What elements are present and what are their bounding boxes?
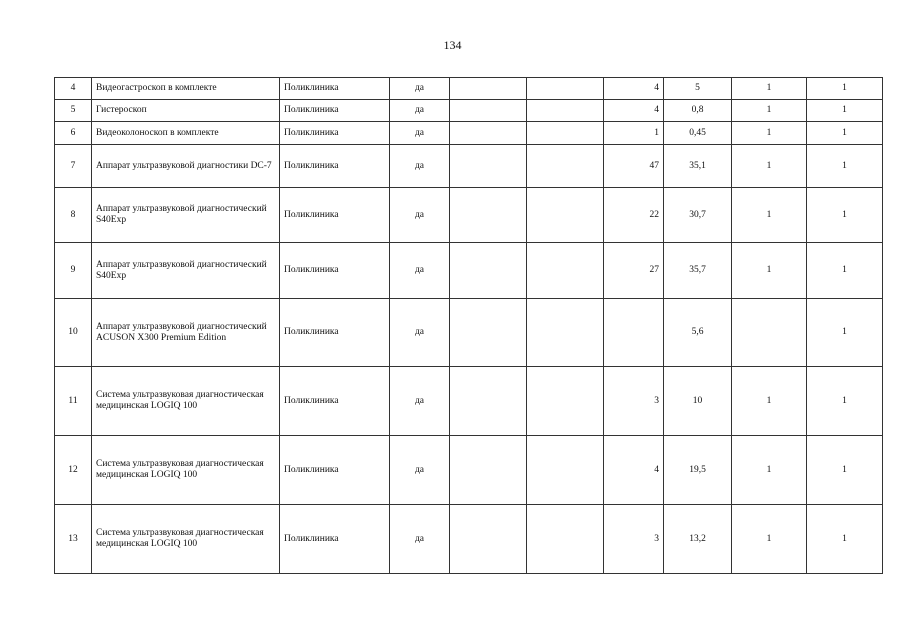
- availability-flag: да: [390, 78, 450, 100]
- empty-cell: [527, 299, 604, 367]
- value-cell: 1: [732, 436, 807, 505]
- value-cell: 13,2: [664, 505, 732, 574]
- empty-cell: [450, 188, 527, 243]
- value-cell: 1: [604, 122, 664, 145]
- table-row: [55, 299, 883, 367]
- empty-cell: [527, 188, 604, 243]
- value-cell: 27: [604, 243, 664, 299]
- value-cell: 1: [807, 145, 883, 188]
- row-number: 7: [55, 145, 92, 188]
- value-cell: 1: [807, 188, 883, 243]
- value-cell: 1: [807, 122, 883, 145]
- department: Поликлиника: [280, 145, 390, 188]
- department: Поликлиника: [280, 78, 390, 100]
- value-cell: 4: [604, 436, 664, 505]
- value-cell: 5: [664, 78, 732, 100]
- department: Поликлиника: [280, 122, 390, 145]
- equipment-table: [54, 77, 883, 574]
- value-cell: 1: [732, 122, 807, 145]
- empty-cell: [527, 436, 604, 505]
- empty-cell: [527, 367, 604, 436]
- value-cell: 1: [807, 436, 883, 505]
- value-cell: 1: [807, 78, 883, 100]
- value-cell: 47: [604, 145, 664, 188]
- department: Поликлиника: [280, 243, 390, 299]
- table-row: [55, 188, 883, 243]
- empty-cell: [450, 100, 527, 122]
- value-cell: 22: [604, 188, 664, 243]
- page-number: 134: [443, 38, 462, 52]
- empty-cell: [527, 243, 604, 299]
- value-cell: [604, 299, 664, 367]
- value-cell: 3: [604, 505, 664, 574]
- value-cell: 1: [732, 367, 807, 436]
- availability-flag: да: [390, 367, 450, 436]
- table-row: [55, 100, 883, 122]
- equipment-name: Аппарат ультразвуковой диагностический S40Exp: [92, 188, 280, 243]
- equipment-name: Система ультразвуковая диагностическая медицинская LOGIQ 100: [92, 436, 280, 505]
- value-cell: 1: [807, 367, 883, 436]
- value-cell: 1: [807, 299, 883, 367]
- empty-cell: [527, 145, 604, 188]
- department: Поликлиника: [280, 367, 390, 436]
- empty-cell: [450, 243, 527, 299]
- department: Поликлиника: [280, 100, 390, 122]
- department: Поликлиника: [280, 299, 390, 367]
- equipment-name: Видеоколоноскоп в комплекте: [92, 122, 280, 145]
- row-number: 11: [55, 367, 92, 436]
- value-cell: 35,1: [664, 145, 732, 188]
- empty-cell: [527, 100, 604, 122]
- value-cell: 1: [732, 100, 807, 122]
- department: Поликлиника: [280, 188, 390, 243]
- department: Поликлиника: [280, 505, 390, 574]
- row-number: 6: [55, 122, 92, 145]
- empty-cell: [450, 78, 527, 100]
- value-cell: 4: [604, 78, 664, 100]
- row-number: 10: [55, 299, 92, 367]
- availability-flag: да: [390, 505, 450, 574]
- equipment-name: Система ультразвуковая диагностическая медицинская LOGIQ 100: [92, 505, 280, 574]
- availability-flag: да: [390, 122, 450, 145]
- value-cell: 1: [807, 100, 883, 122]
- empty-cell: [450, 436, 527, 505]
- equipment-name: Аппарат ультразвуковой диагностики DC-7: [92, 145, 280, 188]
- value-cell: 35,7: [664, 243, 732, 299]
- availability-flag: да: [390, 188, 450, 243]
- equipment-name: Видеогастроскоп в комплекте: [92, 78, 280, 100]
- row-number: 12: [55, 436, 92, 505]
- value-cell: 0,45: [664, 122, 732, 145]
- table-row: [55, 122, 883, 145]
- value-cell: 10: [664, 367, 732, 436]
- availability-flag: да: [390, 299, 450, 367]
- empty-cell: [450, 145, 527, 188]
- row-number: 13: [55, 505, 92, 574]
- value-cell: 1: [732, 243, 807, 299]
- equipment-name: Аппарат ультразвуковой диагностический S40Exp: [92, 243, 280, 299]
- equipment-name: Аппарат ультразвуковой диагностический ACUSON X300 Premium Edition: [92, 299, 280, 367]
- table-row: [55, 436, 883, 505]
- empty-cell: [450, 505, 527, 574]
- value-cell: 30,7: [664, 188, 732, 243]
- row-number: 8: [55, 188, 92, 243]
- value-cell: 4: [604, 100, 664, 122]
- equipment-table-body: [55, 78, 883, 574]
- department: Поликлиника: [280, 436, 390, 505]
- table-row: [55, 367, 883, 436]
- availability-flag: да: [390, 436, 450, 505]
- availability-flag: да: [390, 100, 450, 122]
- availability-flag: да: [390, 145, 450, 188]
- equipment-name: Система ультразвуковая диагностическая медицинская LOGIQ 100: [92, 367, 280, 436]
- availability-flag: да: [390, 243, 450, 299]
- table-row: [55, 145, 883, 188]
- value-cell: [732, 299, 807, 367]
- table-row: [55, 505, 883, 574]
- table-row: [55, 78, 883, 100]
- empty-cell: [450, 122, 527, 145]
- value-cell: 19,5: [664, 436, 732, 505]
- value-cell: 0,8: [664, 100, 732, 122]
- value-cell: 3: [604, 367, 664, 436]
- row-number: 4: [55, 78, 92, 100]
- value-cell: 5,6: [664, 299, 732, 367]
- equipment-name: Гистероскоп: [92, 100, 280, 122]
- value-cell: 1: [732, 505, 807, 574]
- empty-cell: [527, 78, 604, 100]
- value-cell: 1: [807, 505, 883, 574]
- row-number: 9: [55, 243, 92, 299]
- value-cell: 1: [732, 145, 807, 188]
- empty-cell: [450, 367, 527, 436]
- value-cell: 1: [807, 243, 883, 299]
- value-cell: 1: [732, 188, 807, 243]
- table-row: [55, 243, 883, 299]
- empty-cell: [450, 299, 527, 367]
- empty-cell: [527, 122, 604, 145]
- row-number: 5: [55, 100, 92, 122]
- empty-cell: [527, 505, 604, 574]
- value-cell: 1: [732, 78, 807, 100]
